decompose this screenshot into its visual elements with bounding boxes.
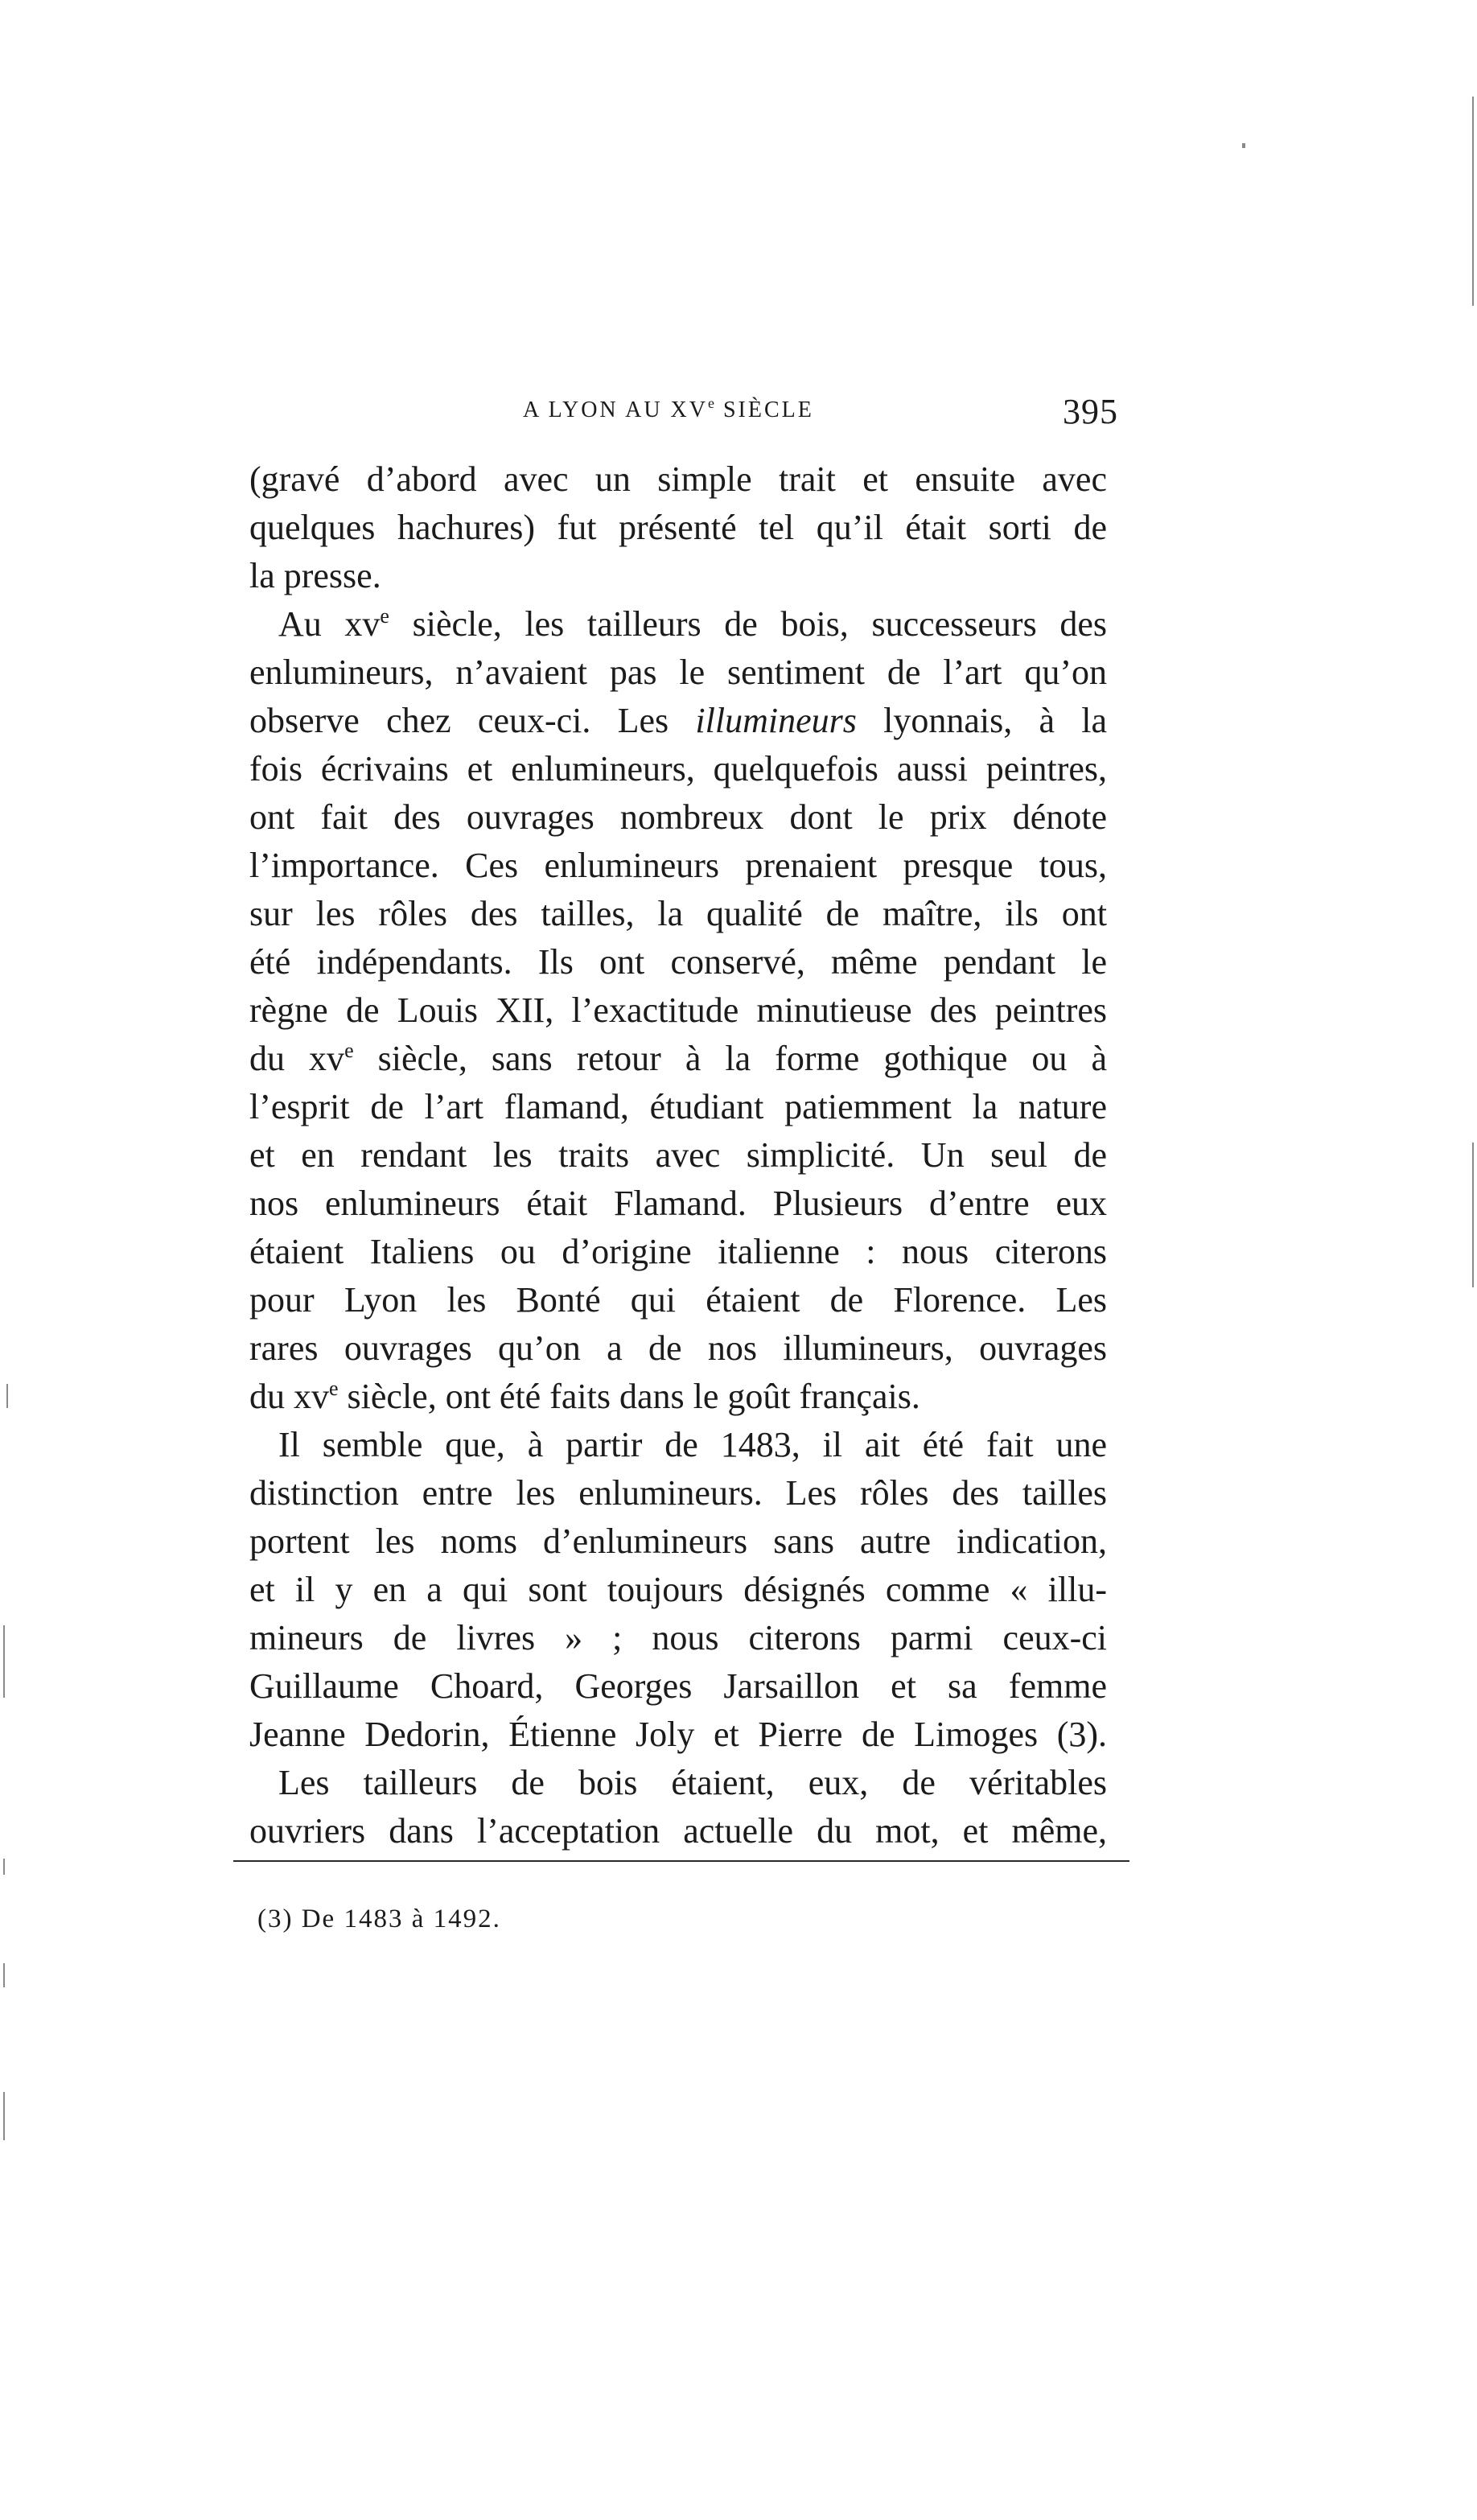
text-line [249,1083,1107,1131]
text-line [249,1373,1107,1421]
text-line-segment: Jeanne Dedorin, Étienne Joly et Pierre de Limoges (3). [249,1715,1107,1754]
text-line [249,1711,1107,1759]
text-line-segment: l’esprit de l’art flamand, étudiant patiemment la nature [249,1087,1107,1126]
text-line [249,649,1107,697]
text-line-segment: sur les rôles des tailles, la qualité de maître, ils ont [249,894,1107,933]
text-line [249,600,1107,649]
scan-edge-mark [3,1625,5,1698]
text-line-segment: rares ouvrages qu’on a de nos illumineurs, ouvrages [249,1328,1107,1368]
superscript: e [329,1377,339,1400]
text-line [249,1180,1107,1228]
running-title-superscript: e [707,395,715,411]
text-line [249,1469,1107,1517]
text-line-segment: Les tailleurs de bois étaient, eux, de véritables [278,1763,1107,1802]
superscript: e [344,1039,354,1062]
text-line-segment: et en rendant les traits avec simplicité. Un seul de [249,1135,1107,1175]
text-line [249,890,1107,938]
text-line [249,1131,1107,1180]
body-text [249,455,1107,1855]
scan-edge-mark [1472,97,1474,306]
text-line [249,1324,1107,1373]
scan-edge-mark [3,1963,5,1987]
text-line [249,1807,1107,1855]
text-line [249,1614,1107,1662]
text-line [249,697,1107,745]
text-line-segment: distinction entre les enlumineurs. Les rôles des tailles [249,1473,1107,1513]
text-line [249,1759,1107,1807]
page-number: 395 [1063,392,1118,431]
text-line-segment: et il y en a qui sont toujours désignés comme « illu- [249,1570,1107,1609]
superscript: e [380,604,389,628]
text-line-segment: été indépendants. Ils ont conservé, même pendant le [249,942,1107,982]
footnote: (3) De 1483 à 1492. [257,1904,501,1933]
text-line [249,1517,1107,1566]
scan-edge-mark [6,1384,8,1408]
running-title: A LYON AU XVe SIÈCLE [523,395,814,422]
text-line-segment: règne de Louis XII, l’exactitude minutieuse des peintres [249,990,1107,1030]
italic-term: illumineurs [695,701,857,740]
text-line [249,1662,1107,1711]
text-line-segment: du xv [249,1377,329,1416]
text-line-segment: fois écrivains et enlumineurs, quelquefois aussi peintres, [249,749,1107,789]
text-line-segment: lyonnais, à la [856,701,1108,740]
text-line [249,1421,1107,1469]
text-line-segment: pour Lyon les Bonté qui étaient de Florence. Les [249,1280,1107,1320]
text-line [249,1566,1107,1614]
scan-edge-mark [1472,1143,1474,1287]
text-line [249,1276,1107,1324]
text-line-segment: siècle, sans retour à la forme gothique ou à [353,1039,1108,1078]
scan-edge-mark [3,2092,5,2140]
text-line-segment: quelques hachures) fut présenté tel qu’il était sorti de [249,508,1107,547]
text-line-segment: ouvriers dans l’acceptation actuelle du mot, et même, [249,1811,1107,1851]
text-line-segment: du xv [249,1039,345,1078]
text-line [249,938,1107,986]
text-line-segment: Au xv [278,604,381,644]
text-line-segment: ont fait des ouvrages nombreux dont le prix dénote [249,797,1107,837]
text-line-segment: portent les noms d’enlumineurs sans autre indication, [249,1521,1107,1561]
text-line-segment: siècle, les tailleurs de bois, successeurs des [389,604,1107,644]
scan-edge-mark [3,1859,5,1875]
text-line-segment: mineurs de livres » ; nous citerons parmi ceux-ci [249,1618,1107,1657]
text-line-segment: enlumineurs, n’avaient pas le sentiment de l’art qu’on [249,653,1107,692]
text-line [249,842,1107,890]
text-line [249,793,1107,842]
text-line [249,745,1107,793]
text-line [249,1035,1107,1083]
text-line [249,986,1107,1035]
text-line-segment: observe chez ceux-ci. Les [249,701,696,740]
text-line-segment: (gravé d’abord avec un simple trait et ensuite avec [249,459,1107,499]
text-line-segment: nos enlumineurs était Flamand. Plusieurs d’entre eux [249,1184,1107,1223]
text-line [249,1228,1107,1276]
text-line-segment: l’importance. Ces enlumineurs prenaient presque tous, [249,846,1107,885]
text-line-segment: Guillaume Choard, Georges Jarsaillon et sa femme [249,1666,1107,1706]
text-line-segment: Il semble que, à partir de 1483, il ait été fait une [278,1425,1107,1464]
text-line-segment: étaient Italiens ou d’origine italienne : nous citerons [249,1232,1107,1271]
text-line [249,552,1107,600]
text-line-segment: siècle, ont été faits dans le goût français. [338,1377,920,1416]
running-head [249,391,1118,439]
scan-edge-mark [1242,143,1245,148]
text-line [249,504,1107,552]
text-line-segment: la presse. [249,556,381,595]
text-line [249,455,1107,504]
footnote-rule [233,1860,1129,1862]
